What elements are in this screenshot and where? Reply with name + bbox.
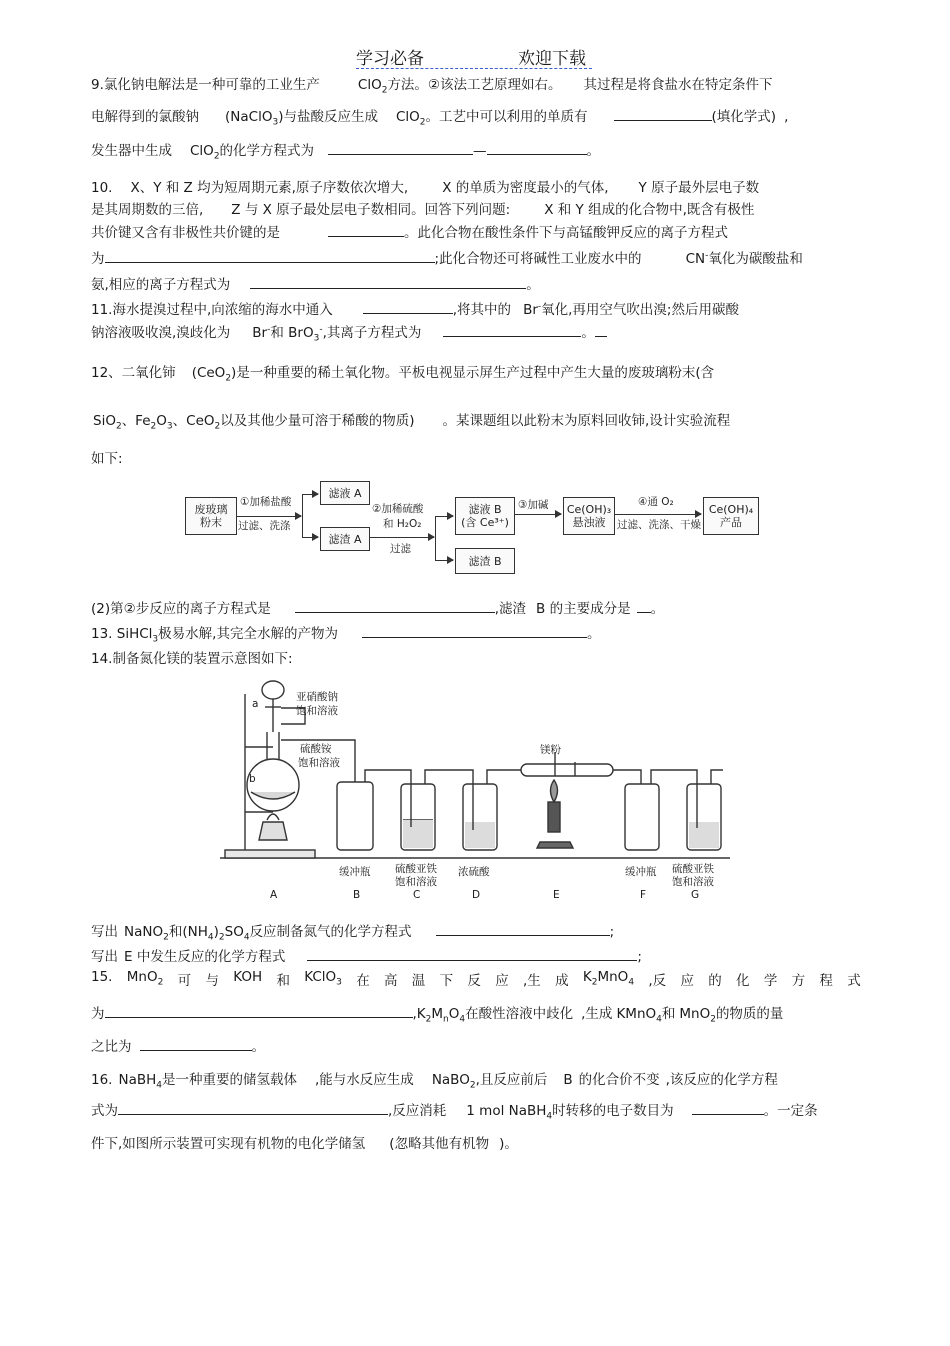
app-label-mg: 镁粉 — [540, 744, 561, 756]
q16-line1: 16. NaBH$_4$是一种重要的储氢载体 ,能与水反应生成 NaBO$_2$,且反应前后 B 的化合价不变 ,该反应的化学方程 — [91, 1072, 778, 1091]
flow-step2-c: 过滤 — [390, 543, 411, 555]
app-letter-d: D — [472, 889, 481, 901]
app-label-nano2-2: 饱和溶液 — [296, 705, 338, 717]
flow-step2-a: ②加稀硫酸 — [372, 503, 424, 515]
app-label-nano2-1: 亚硝酸钠 — [296, 691, 338, 703]
q10-line2: 是其周期数的三倍, Z 与 X 原子最处层电子数相同。回答下列问题: X 和 Y 组成的化合物中,既含有极性 — [91, 202, 755, 218]
answer-blank[interactable] — [328, 222, 404, 237]
answer-blank[interactable] — [637, 598, 651, 613]
q9-line3: 发生器中生成 ClO$_2$的化学方程式为 — 。 — [91, 139, 600, 162]
app-label-nh4so4-1: 硫酸铵 — [300, 743, 332, 755]
q16-line2: 式为 ,反应消耗 1 mol NaBH$_4$时转移的电子数目为 。一定条 — [91, 1099, 818, 1122]
q10-line5: 氨,相应的离子方程式为 。 — [91, 273, 540, 293]
app-letter-b: B — [353, 889, 361, 901]
app-label-b-name: 缓冲瓶 — [339, 866, 371, 878]
q12-line4: (2)第②步反应的离子方程式是 ,滤渣 B 的主要成分是 。 — [91, 597, 664, 617]
flow-box-residue-b: 滤渣 B — [455, 548, 515, 574]
app-label-g-name2: 饱和溶液 — [672, 876, 714, 888]
flow-step1-top: ①加稀盐酸 — [240, 496, 292, 508]
q10-line1: 10. X、Y 和 Z 均为短周期元素,原子序数依次增大, X 的单质为密度最小的气体, Y 原子最外层电子数 — [91, 180, 760, 196]
q9-line2: 电解得到的氯酸钠 (NaClO$_3$)与盐酸反应生成 ClO$_2$。工艺中可以利用的单质有 (填化学式) , — [91, 105, 788, 128]
app-label-c-name2: 饱和溶液 — [395, 876, 437, 888]
q12-line1: 12、二氧化铈 (CeO$_2$)是一种重要的稀土氧化物。平板电视显示屏生产过程中产生大量的废玻璃粉末(含 — [91, 365, 715, 384]
answer-blank[interactable] — [436, 921, 610, 936]
answer-blank[interactable] — [487, 140, 587, 155]
answer-blank[interactable] — [105, 1003, 413, 1018]
answer-blank[interactable] — [105, 248, 435, 263]
q10-line3: 共价键又含有非极性共价键的是 。此化合物在酸性条件下与高锰酸钾反应的离子方程式 — [91, 221, 728, 241]
flow-step4-a: ④通 O₂ — [638, 496, 674, 508]
flow-step3: ③加碱 — [518, 499, 549, 511]
q14-line2: 写出 E 中发生反应的化学方程式 ; — [91, 945, 642, 965]
app-label-f-name: 缓冲瓶 — [625, 866, 657, 878]
header-underline — [356, 68, 592, 69]
flow-step1-bottom: 过滤、洗涤 — [238, 520, 291, 532]
q11-line2: 钠溶液吸收溴,溴歧化为 Br-和 BrO$_3$-,其离子方程式为 。 — [91, 321, 607, 344]
answer-blank[interactable] — [140, 1036, 252, 1051]
q15-line2: 为 $,K_2M_nO_4$在酸性溶液中歧化 ,生成 KMnO$_4$和 MnO$_2$的物质的量 — [91, 1002, 783, 1025]
header-right: 欢迎下载 — [518, 49, 586, 69]
q16-line3: 件下,如图所示装置可实现有机物的电化学储氢 (忽略其他有机物 )。 — [91, 1136, 518, 1152]
flow-box-waste-glass: 废玻璃 粉末 — [185, 497, 237, 535]
answer-blank[interactable] — [614, 106, 712, 121]
q11-line1: 11.海水提溴过程中,向浓缩的海水中通入 ,将其中的 Br-氧化,再用空气吹出溴;然后用碳酸 — [91, 298, 739, 318]
answer-blank[interactable] — [443, 322, 581, 337]
app-letter-c: C — [413, 889, 421, 901]
flow-step4-b: 过滤、洗涤、干燥 — [617, 519, 701, 531]
flow-step2-b: 和 H₂O₂ — [383, 518, 422, 530]
app-label-g-name1: 硫酸亚铁 — [672, 863, 714, 875]
flow-box-filtrate-a: 滤液 A — [320, 481, 370, 505]
answer-blank[interactable] — [363, 299, 453, 314]
header-left: 学习必备 — [356, 49, 424, 69]
q14-line1: 写出 NaNO$_2$和$(NH_4)_2SO_4$反应制备氮气的化学方程式 ; — [91, 920, 614, 943]
app-letter-e: E — [553, 889, 560, 901]
q12-line2: SiO$_2$、$Fe_2O_3$、CeO$_2$以及其他少量可溶于稀酸的物质) 。某课题组以此粉末为原料回收铈,设计实验流程 — [93, 413, 731, 432]
app-letter-a: A — [270, 889, 278, 901]
answer-blank[interactable] — [307, 946, 637, 961]
answer-blank[interactable] — [328, 140, 473, 155]
q13-line: 13. SiHCl$_3$极易水解,其完全水解的产物为 。 — [91, 622, 600, 645]
answer-blank[interactable] — [250, 274, 526, 289]
app-label-c-name1: 硫酸亚铁 — [395, 863, 437, 875]
flow-box-residue-a: 滤渣 A — [320, 527, 370, 551]
answer-blank[interactable] — [362, 623, 587, 638]
flow-box-ce-oh-4: Ce(OH)₄ 产品 — [703, 497, 759, 535]
answer-blank[interactable] — [295, 598, 495, 613]
app-letter-f: F — [640, 889, 647, 901]
app-label-b: b — [249, 773, 256, 785]
q15-line1: 15. MnO$_2$ 可 与 KOH 和 KClO$_3$ 在 高 温 下 反 应 ,生 成 $K_2MnO_4$ ,反 应 的 化 学 方 程 式 — [91, 969, 861, 989]
answer-blank[interactable] — [118, 1100, 388, 1115]
flow-box-ce-oh-3: Ce(OH)₃ 悬浊液 — [563, 497, 615, 535]
answer-blank[interactable] — [692, 1100, 764, 1115]
app-label-nh4so4-2: 饱和溶液 — [298, 757, 340, 769]
app-letter-g: G — [691, 889, 700, 901]
q9-line1: 9.氯化钠电解法是一种可靠的工业生产 ClO$_2$方法。②该法工艺原理如右。 其过程是将食盐水在特定条件下 — [91, 77, 773, 96]
app-label-a: a — [252, 698, 259, 710]
flow-box-filtrate-b: 滤液 B (含 Ce³⁺) — [455, 497, 515, 535]
q12-line3: 如下: — [91, 451, 123, 467]
q10-line4: 为 ;此化合物还可将碱性工业废水中的 CN-氧化为碳酸盐和 — [91, 247, 803, 267]
app-label-d-name: 浓硫酸 — [458, 866, 490, 878]
q15-line3: 之比为 。 — [91, 1035, 265, 1055]
q14-title: 14.制备氮化镁的装置示意图如下: — [91, 651, 293, 667]
